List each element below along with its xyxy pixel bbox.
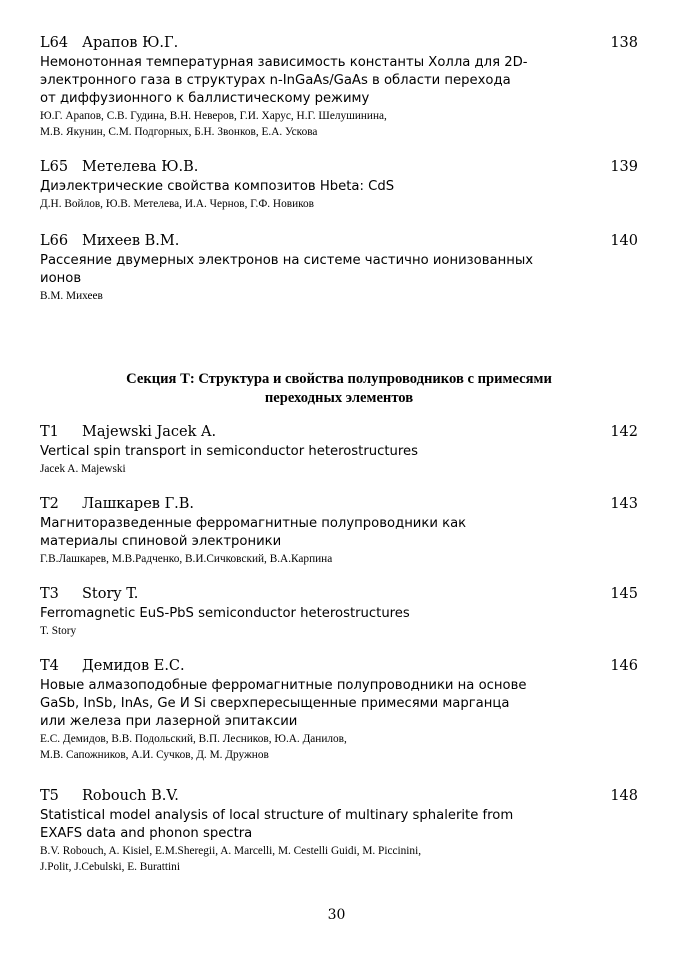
- toc-entry-t5: [40, 786, 638, 875]
- entry-page-number: 138: [610, 35, 638, 51]
- entry-heading: [40, 584, 638, 605]
- entry-title-line: Новые алмазоподобные ферромагнитные полупроводники на основе: [40, 678, 527, 693]
- entry-coauthors-line: В.М. Михеев: [40, 290, 103, 302]
- entry-title-line: GaSb, InSb, InAs, Ge И Si сверхпересыщенные примесями марганца: [40, 696, 510, 711]
- toc-entry-t3: [40, 584, 638, 639]
- entry-title-line: ионов: [40, 271, 82, 286]
- toc-entry-t2: [40, 494, 638, 567]
- entry-heading: [40, 231, 638, 252]
- section-heading-line: переходных элементов: [264, 390, 414, 406]
- entry-title-line: Диэлектрические свойства композитов Hbeta: CdS: [40, 179, 395, 194]
- entry-title-line: материалы спиновой электроники: [40, 534, 282, 549]
- entry-coauthors-line: Д.Н. Войлов, Ю.В. Метелева, И.А. Чернов, Г.Ф. Новиков: [40, 198, 315, 210]
- entry-coauthors-line: Е.С. Демидов, В.В. Подольский, В.П. Лесников, Ю.А. Данилов,: [40, 733, 347, 745]
- entry-title-line: Statistical model analysis of local structure of multinary sphalerite from: [40, 808, 514, 823]
- entry-coauthors-line: T. Story: [40, 625, 77, 637]
- entry-heading: [40, 786, 638, 807]
- section-heading-line: Секция Т: Структура и свойства полупроводников с примесями: [126, 371, 552, 387]
- entry-author: Метелева Ю.В.: [82, 159, 199, 175]
- entry-heading: [40, 422, 638, 443]
- entry-author: Михеев В.М.: [82, 233, 180, 249]
- entry-author: Лашкарев Г.В.: [82, 496, 195, 512]
- entry-coauthors-line: М.В. Сапожников, А.И. Сучков, Д. М. Дружнов: [40, 749, 269, 761]
- entry-title-line: или железа при лазерной эпитаксии: [40, 714, 298, 729]
- entry-title-line: Немонотонная температурная зависимость константы Холла для 2D-: [40, 55, 528, 70]
- entry-coauthors-line: Jacek A. Majewski: [40, 463, 126, 475]
- entry-page-number: 139: [610, 159, 638, 175]
- entry-coauthors-line: Ю.Г. Арапов, С.В. Гудина, В.Н. Неверов, Г.И. Харус, Н.Г. Шелушинина,: [40, 110, 387, 122]
- entry-code: T1: [40, 424, 59, 440]
- section-heading: [40, 370, 638, 408]
- toc-entry-t1: [40, 422, 638, 477]
- entry-page-number: 145: [610, 586, 638, 602]
- entry-page-number: 148: [610, 788, 638, 804]
- entry-code: L66: [40, 233, 69, 249]
- entry-page-number: 140: [610, 233, 638, 249]
- entry-coauthors-line: J.Polit, J.Cebulski, E. Burattini: [40, 861, 180, 873]
- entry-title-line: Ferromagnetic EuS-PbS semiconductor heterostructures: [40, 606, 410, 621]
- entry-author: Story T.: [82, 586, 139, 602]
- toc-entry-l64: [40, 33, 638, 140]
- entry-code: T2: [40, 496, 59, 512]
- entry-title-line: EXAFS data and phonon spectra: [40, 826, 253, 841]
- entry-coauthors-line: Г.В.Лашкарев, М.В.Радченко, В.И.Сичковский, В.А.Карпина: [40, 553, 333, 565]
- toc-entry-t4: [40, 656, 638, 763]
- entry-title-line: Рассеяние двумерных электронов на системе частично ионизованных: [40, 253, 534, 268]
- entry-coauthors-line: B.V. Robouch, A. Kisiel, E.M.Sheregii, A. Marcelli, M. Cestelli Guidi, M. Piccinini,: [40, 845, 422, 857]
- entry-title-line: от диффузионного к баллистическому режиму: [40, 91, 370, 106]
- entry-title-line: электронного газа в структурах n-InGaAs/GaAs в области перехода: [40, 73, 511, 88]
- footer-page-number: 30: [327, 907, 346, 923]
- entry-author: Арапов Ю.Г.: [82, 35, 179, 51]
- entry-code: T4: [40, 658, 59, 674]
- toc-entry-l66: [40, 231, 638, 304]
- entry-coauthors-line: М.В. Якунин, С.М. Подгорных, Б.Н. Звонков, Е.А. Ускова: [40, 126, 318, 138]
- entry-code: T5: [40, 788, 59, 804]
- entry-heading: [40, 33, 638, 54]
- entry-code: T3: [40, 586, 59, 602]
- entry-title-line: Магниторазведенные ферромагнитные полупроводники как: [40, 516, 467, 531]
- entry-code: L64: [40, 35, 69, 51]
- entry-code: L65: [40, 159, 69, 175]
- entry-author: Robouch B.V.: [82, 788, 179, 804]
- entry-page-number: 146: [610, 658, 638, 674]
- toc-entry-l65: [40, 157, 638, 212]
- entry-page-number: 143: [610, 496, 638, 512]
- entry-heading: [40, 656, 638, 677]
- entry-author: Majewski Jacek A.: [82, 424, 217, 440]
- entry-title-line: Vertical spin transport in semiconductor heterostructures: [40, 444, 419, 459]
- entry-author: Демидов Е.С.: [82, 658, 185, 674]
- entry-page-number: 142: [610, 424, 638, 440]
- entry-heading: [40, 157, 638, 178]
- entry-heading: [40, 494, 638, 515]
